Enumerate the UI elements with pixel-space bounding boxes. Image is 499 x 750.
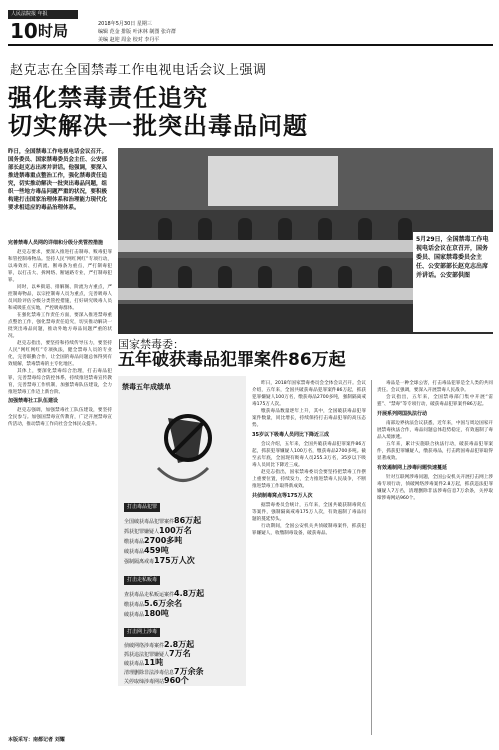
photo-figure — [278, 218, 292, 240]
section-heading: 完善禁毒人员网的详细和分级分类管控措施 — [8, 240, 104, 246]
paragraph: 在强化禁毒工作责任方面，要深入推进禁毒重点整治工作，强化禁毒责任追究，切实推动解决一批突出毒品问题，推动外地方毒品问题严重的状况。 — [8, 313, 112, 339]
category-tag: 打击毒品犯罪 — [124, 503, 160, 512]
edition-meta — [98, 20, 278, 44]
stat-line: 抓获犯罪嫌疑人100万名 — [124, 526, 192, 535]
photo-screen — [208, 156, 338, 206]
section-heading: 共侦制毒窝点等175万人次 — [252, 493, 313, 499]
category-tag: 打击走私贩毒 — [124, 576, 160, 585]
section-heading: 开展系列网国执法行动 — [377, 411, 428, 417]
paragraph: 据禁毒委员会统计，五年来，全国共破获制毒窝点等案件，强制隔离戒毒175万人次，有效遏制了毒品问题的蔓延势头。 — [252, 503, 366, 522]
section-heading: 35岁以下吸毒人员同比下降近三成 — [252, 432, 329, 438]
photo-caption: 5月29日，全国禁毒工作电视电话会议在京召开，国务委员、国家禁毒委员会主任、公安部部长赵克志出席并讲话。公安部供图 — [413, 232, 493, 332]
stat-line: 强制隔离戒毒175万人次 — [124, 556, 195, 565]
stat-line: 关停取缔涉毒网站960个 — [124, 676, 189, 685]
stats-infographic — [118, 376, 246, 686]
photo-figure — [258, 266, 272, 288]
stat-line: 破获毒品180吨 — [124, 609, 169, 618]
article-column-2 — [252, 380, 366, 537]
paragraph: 其体上，要深化禁毒综合治理，打击毒品犯罪，完善禁毒综合防控体系，持续推进禁毒宣传教育，完善禁毒工作机制，加强禁毒队伍建设，全力推进禁毒工作迈上新台阶。 — [8, 369, 112, 395]
paragraph: 会议指出，五年来，全国禁毒部门集中开展“雷霆”、“禁毒”等专项行动，破获毒品犯罪案件86万起。 — [377, 395, 493, 407]
category-tag: 打击网上涉毒 — [124, 628, 160, 637]
paragraph: 缴获毒品数量逐年上升，其中，全国破获毒品犯罪案件数量，同比增长，持续保持打击毒品犯罪的高压态势。 — [252, 409, 366, 428]
paragraph: 南部边界执法会议获悉，近年来，中国与周边国家开展禁毒执法合作，毒品问题总体趋势稳定，有效遏制了毒品入境渗透。 — [377, 421, 493, 440]
photo-figure — [238, 218, 252, 240]
masthead-pill: 人民法院报 年报 — [8, 10, 78, 19]
editor-line-2: 美编 赵迎 周金 校对 李丹平 — [98, 37, 160, 43]
photo-figure — [138, 266, 152, 288]
paragraph: 会议介绍，五年来，全国共破获毒品犯罪案件86万起，抓获犯罪嫌疑人100万名，缴获毒品2700多吨。截至去年底，全国现有吸毒人员255.3万名，35岁以下吸毒人员同比下降近三成。 — [252, 442, 366, 468]
stat-line: 清理删除非法涉毒信息7万余条 — [124, 667, 204, 676]
photo-figure — [378, 266, 392, 288]
photo-figure — [358, 218, 372, 240]
page-header — [8, 10, 493, 44]
paragraph: 赵克志指出，国家禁毒委员会要坚持把禁毒工作摆上重要位置，持续发力，全力推进禁毒人民战争，不断推进禁毒工作取得新成效。 — [252, 470, 366, 489]
photo-figure — [218, 266, 232, 288]
paragraph: 赵克志指出，要坚持和持续传导压力，要坚持人民“网红网红”专项执法，健全禁毒人员的专业化，完善联勤合作，让全国的毒品问题总体得到有效缓解，禁毒禁毒的主专化地区。 — [8, 341, 112, 367]
column-divider — [371, 380, 372, 735]
stat-line: 缴获毒品5.6万余名 — [124, 599, 183, 608]
page-number: 10 — [10, 19, 38, 43]
photo-figure — [298, 266, 312, 288]
main-headline — [8, 84, 493, 140]
stat-line: 查获毒品走私贩运案件4.8万起 — [124, 589, 205, 598]
headline-line-2: 切实解决一批突出毒品问题 — [8, 112, 308, 140]
section-title: 时局 — [38, 22, 69, 40]
paragraph: 行动期间，全国公安机关共侦破制毒案件，抓获犯罪嫌疑人，收缴制毒设备，破获毒品。 — [252, 524, 366, 536]
stat-line: 抓获违法犯罪嫌疑人7万名 — [124, 649, 191, 658]
stat-line: 缴获毒品2700多吨 — [124, 536, 183, 545]
date-line: 2018年5月30日 星期三 — [98, 21, 152, 27]
anti-drug-emblem-icon — [148, 398, 218, 498]
photo-figure — [198, 218, 212, 240]
left-column — [8, 238, 112, 428]
subheadline-kicker: 国家禁毒委： — [118, 338, 184, 351]
paragraph: 赵克志要求，要深入推进打击制毒、贩毒犯罪和管控制毒物品。坚持人民“网红网红”专项行动，以毒效贫、打药流、断毒条为重点，严打制毒犯罪，以打击大、拆网络、断通路专业，严打制毒犯罪。 — [8, 250, 112, 283]
headline-line-1: 强化禁毒责任追究 — [8, 84, 208, 112]
paragraph: 五年来，累计实施联合执法行动，破获毒品犯罪案件，抓获犯罪嫌疑人，缴获毒品，打击跨国毒品犯罪取得显著成效。 — [377, 442, 493, 461]
paragraph: 昨日，2018年国家禁毒委员会全体会议召开。会议介绍，五年来，全国共破获毒品犯罪案件86万起，抓获犯罪嫌疑人100万名，缴获毒品2700多吨，强制隔离戒毒175万人次。 — [252, 381, 366, 407]
section-heading: 加强禁毒社工队伍建设 — [8, 398, 59, 404]
stat-line: 全国破获毒品犯罪案件86万起 — [124, 516, 202, 525]
stat-line: 破获毒品11吨 — [124, 658, 164, 667]
section-heading: 有效遏制网上涉毒问题快速蔓延 — [377, 465, 448, 471]
article-column-3 — [377, 380, 493, 502]
paragraph: 毒品是一种全球公害，打击毒品犯罪是全人类的共同责任。会议强调，要深入开展禁毒人民战争。 — [377, 381, 493, 393]
photo-figure — [318, 218, 332, 240]
headline-kicker: 赵克志在全国禁毒工作电视电话会议上强调 — [10, 63, 267, 78]
subheadline: 五年破获毒品犯罪案件86万起 — [118, 350, 346, 370]
header-rule — [8, 44, 493, 46]
paragraph: 同时，以乡街道、排解阁、阶流为方重点，严控制毒物品，以宗控制毒人员为重点，完善吸毒人员风险评估分级分类管控措施，打好研究吸毒人员和戒吸驻点实地，严控吸毒群体。 — [8, 285, 112, 311]
paragraph: 赵克志强调，加强禁毒社工队伍建设，要坚持全民参与。加强国禁毒宣传教育，广泛开展禁毒宣传活动，推动禁毒工作向社会全体民众提升。 — [8, 408, 112, 427]
photo-figure — [178, 266, 192, 288]
stat-line: 破获毒品459吨 — [124, 546, 169, 555]
photo-figure — [338, 266, 352, 288]
photo-figure — [398, 218, 412, 240]
editor-line: 编辑 范金 排版 叶沐林 制图 张许群 — [98, 29, 176, 35]
lead-paragraph: 昨日，全国禁毒工作电视电话会议召开。国务委员、国家禁毒委员会主任、公安部部长赵克志出席并讲话。他强调，要深入推进禁毒重点整治工作，强化禁毒责任追究，切实推动解决一批突出毒品问题，组织一些地方毒品问题严重的状况，要积极构建打击国家治理体系和治理能力现代化要求相适应的毒品治理体系。 — [8, 149, 108, 211]
byline: 本版采写：南都记者 刘耀 — [8, 737, 65, 743]
stat-line: 侦破网络涉毒案件2.8万起 — [124, 640, 195, 649]
photo-figure — [158, 218, 172, 240]
infographic-title: 禁毒五年成绩单 — [122, 383, 171, 391]
paragraph: 针对互联网涉毒问题，全国公安机关开展打击网上涉毒专项行动，侦破网络涉毒案件2.8万起，抓获违法犯罪嫌疑人7万名，清理删除非法涉毒信息7万余条，关停取缔涉毒网站960个。 — [377, 475, 493, 501]
